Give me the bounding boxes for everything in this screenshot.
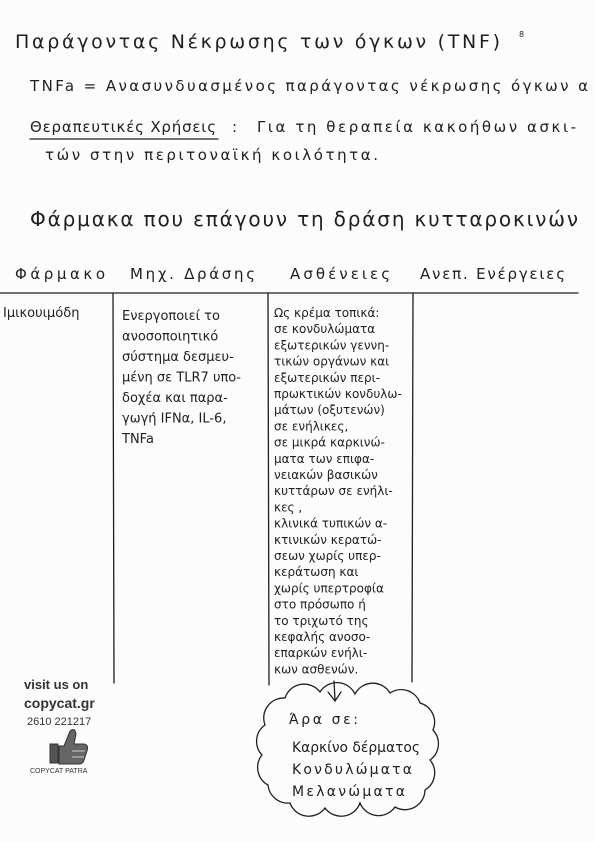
mechanism-line: Ενεργοποιεί το xyxy=(122,309,220,324)
disease-line: σε ενήλικες, xyxy=(274,419,349,434)
therapeutic-uses-colon: : xyxy=(232,118,238,136)
disease-line: εξωτερικών περι- xyxy=(274,370,380,385)
disease-line: νειακών βασικών xyxy=(274,468,378,482)
disease-line: κεφαλής ανοσο- xyxy=(274,630,371,644)
disease-line: κεράτωση και xyxy=(274,565,359,580)
disease-line: το τριχωτό της xyxy=(274,613,369,628)
disease-line: πρωκτικών κονδυλω- xyxy=(274,387,402,401)
diseases-cell xyxy=(274,306,402,676)
disease-line: κων ασθενών. xyxy=(274,662,359,677)
page-number: 8 xyxy=(519,30,525,39)
therapeutic-uses-text-line: τών στην περιτοναϊκή κοιλότητα. xyxy=(45,146,378,164)
mechanism-line: TNFa xyxy=(122,432,154,447)
disease-line: σε κονδυλώματα xyxy=(274,322,376,337)
copycat-logo xyxy=(24,677,95,775)
table-column-divider xyxy=(113,293,114,683)
mechanism-line: γωγή IFNα, IL-6, xyxy=(122,411,227,427)
drug-name: Ιμικουιμόδη xyxy=(3,306,80,321)
drug-table xyxy=(0,265,578,685)
disease-line: εξωτερικών γεννη- xyxy=(274,338,390,353)
disease-line: σεων χωρίς υπερ- xyxy=(274,549,381,563)
thumbs-up-icon xyxy=(50,730,88,764)
disease-line: κλινικά τυπικών α- xyxy=(274,516,388,531)
disease-line: μάτων (οξυτενών) xyxy=(274,403,385,418)
disease-line: κτινικών κερατώ- xyxy=(274,532,382,547)
table-header-diseases: Ασθένειες xyxy=(290,265,390,283)
mechanism-cell xyxy=(121,309,241,447)
callout-line: Άρα σε: xyxy=(289,712,358,728)
logo-visit-text: visit us on xyxy=(24,677,89,692)
callout-line: Μελανώματα xyxy=(292,784,405,800)
mechanism-line: σύστημα δεσμευ- xyxy=(122,350,234,365)
disease-line: επαρκών ενήλι- xyxy=(274,646,368,661)
callout-line: Καρκίνο δέρματος xyxy=(292,740,420,756)
table-column-divider xyxy=(412,293,413,682)
therapeutic-uses-label: Θεραπευτικές Χρήσεις xyxy=(30,118,216,136)
logo-website-text: copycat.gr xyxy=(24,695,95,711)
disease-line: κες , xyxy=(274,500,303,515)
disease-line: Ως κρέμα τοπικά: xyxy=(274,306,380,320)
disease-line: σε μικρά καρκινώ- xyxy=(274,435,385,450)
disease-line: ματα των επιφα- xyxy=(274,451,375,466)
logo-brand-text: COPYCAT PATRA xyxy=(30,768,88,775)
table-header-mechanism: Μηχ. Δράσης xyxy=(130,265,255,283)
table-header-drug: Φάρμακο xyxy=(15,265,105,283)
disease-line: τικών οργάνων και xyxy=(274,354,390,369)
callout-line: Κονδυλώματα xyxy=(292,762,412,778)
table-column-divider xyxy=(268,293,269,685)
logo-phone-text: 2610 221217 xyxy=(27,716,92,728)
disease-line: χωρίς υπερτροφία xyxy=(274,581,384,596)
therapeutic-uses-text-line: Για τη θεραπεία κακοήθων ασκι- xyxy=(257,118,576,136)
section-heading: Φάρμακα που επάγουν τη δράση κυτταροκινών xyxy=(30,207,578,231)
table-header-side-effects: Ανεπ. Ενέργειες xyxy=(420,265,565,283)
mechanism-line: ανοσοποιητικό xyxy=(122,329,219,345)
page-title: Παράγοντας Νέκρωσης των όγκων (TNF) xyxy=(15,31,500,53)
tnfa-definition: TNFa = Ανασυνδυασμένος παράγοντας νέκρωσης όγκων α xyxy=(30,77,588,95)
disease-line: κυττάρων σε ενήλι- xyxy=(274,484,393,499)
disease-line: στο πρόσωπο ή xyxy=(274,597,366,612)
mechanism-line: δοχέα και παρα- xyxy=(122,391,228,406)
mechanism-line: μένη σε TLR7 υπο- xyxy=(122,370,241,386)
